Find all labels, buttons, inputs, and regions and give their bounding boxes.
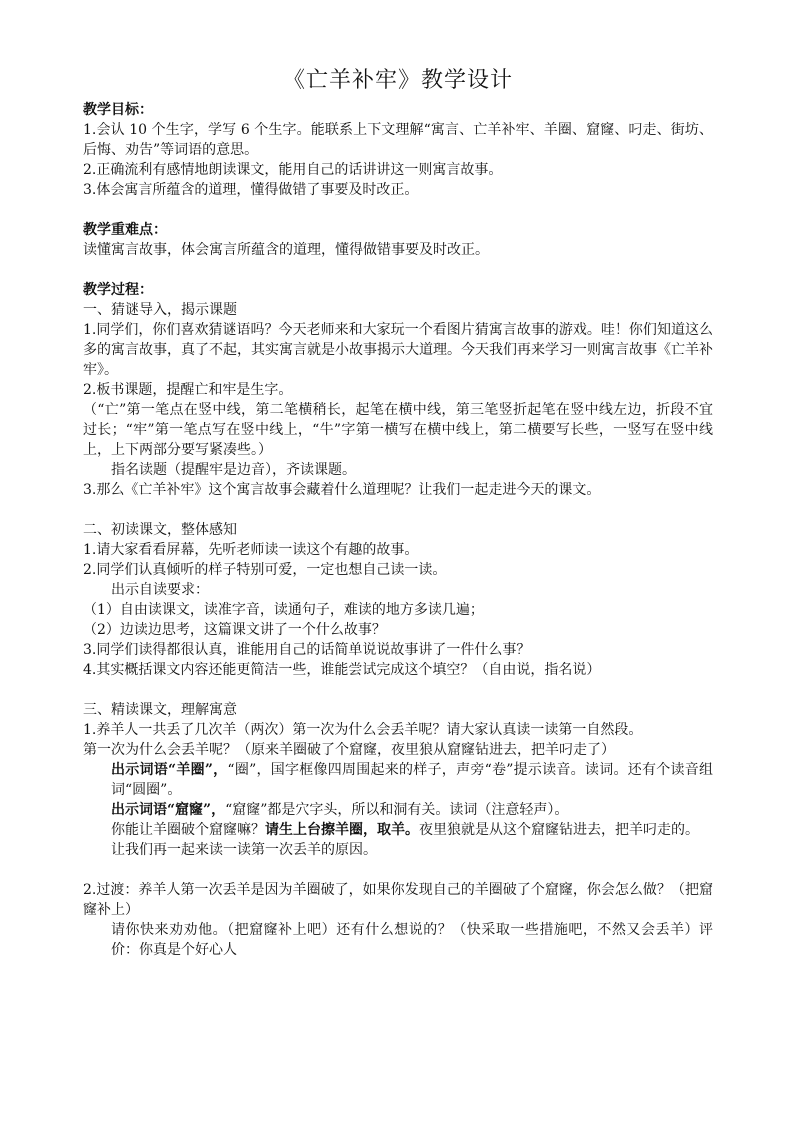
goal-item-3: 3.体会寓言所蕴含的道理，懂得做错了事要及时改正。 — [83, 182, 419, 198]
part3-paragraph-2: 第一次为什么会丢羊呢？（原来羊圈破了个窟窿，夜里狼从窟窿钻进去，把羊叼走了） — [83, 742, 615, 758]
part3-paragraph-3 — [83, 760, 713, 800]
part2-paragraph-1: 1.请大家看看屏幕，先听老师读一读这个有趣的故事。 — [83, 542, 419, 558]
spacer — [83, 260, 713, 280]
spacer — [83, 200, 713, 220]
word-kulong-label: 出示词语“窟窿”， — [111, 802, 226, 818]
part1-paragraph-4: 指名读题（提醒牢是边音），齐读课题。 — [111, 462, 356, 478]
activity-instruction: 请生上台擦羊圈，取羊。 — [265, 822, 419, 838]
part2-heading: 二、初读课文，整体感知 — [83, 522, 237, 538]
part3-paragraph-4 — [83, 800, 713, 820]
part2-paragraph-2: 2.同学们认真倾听的样子特别可爱，一定也想自己读一读。 — [83, 562, 447, 578]
part3-paragraph-7: 2.过渡：养羊人第一次丢羊是因为羊圈破了，如果你发现自己的羊圈破了个窟窿，你会怎么做？（把窟窿补上） — [83, 882, 713, 918]
explanation-text: 夜里狼就是从这个窟窿钻进去，把羊叼走的。 — [419, 822, 699, 838]
part3-paragraph-5 — [83, 820, 713, 840]
part3-paragraph-6: 让我们再一起来读一读第一次丢羊的原因。 — [111, 842, 377, 858]
question-text: 你能让羊圈破个窟窿嘛？ — [111, 822, 265, 838]
spacer — [83, 860, 713, 880]
part3-heading: 三、精读课文，理解寓意 — [83, 702, 237, 718]
goal-item-1: 1.会认 10 个生字，学写 6 个生字。能联系上下文理解“寓言、亡羊补牢、羊圈、窟窿、叼走、街坊、后悔、劝告”等词语的意思。 — [83, 122, 713, 158]
part2-paragraph-5: （2）边读边思考，这篇课文讲了一个什么故事？ — [83, 622, 386, 638]
spacer — [83, 500, 713, 520]
key-points-text: 读懂寓言故事，体会寓言所蕴含的道理，懂得做错事要及时改正。 — [83, 242, 489, 258]
spacer — [83, 680, 713, 700]
process-heading: 教学过程： — [83, 282, 153, 298]
goals-heading: 教学目标： — [83, 102, 153, 118]
document-title: 《亡羊补牢》教学设计 — [282, 68, 513, 93]
part1-paragraph-3: （“亡”第一笔点在竖中线，第二笔横稍长，起笔在横中线，第三笔竖折起笔在竖中线左边，折段不宜过长；“牢”第一笔点写在竖中线上，“牛”字第一横写在横中线上，第二横要写长些，一竖写在竖中线上，上下两部分要写紧凑些。） — [83, 402, 713, 458]
part1-paragraph-1: 1.同学们，你们喜欢猜谜语吗？今天老师来和大家玩一个看图片猜寓言故事的游戏。哇！你们知道这么多的寓言故事，真了不起，其实寓言就是小故事揭示大道理。今天我们再来学习一则寓言故事《亡羊补牢》。 — [83, 322, 713, 378]
document-page — [83, 66, 713, 960]
part2-paragraph-7: 4.其实概括课文内容还能更简洁一些，谁能尝试完成这个填空？（自由说，指名说） — [83, 662, 601, 678]
part2-paragraph-6: 3.同学们读得都很认真，谁能用自己的话简单说说故事讲了一件什么事？ — [83, 642, 531, 658]
part1-paragraph-5: 3.那么《亡羊补牢》这个寓言故事会藏着什么道理呢？让我们一起走进今天的课文。 — [83, 482, 601, 498]
part2-paragraph-4: （1）自由读课文，读准字音，读通句子，难读的地方多读几遍； — [83, 602, 484, 618]
goal-item-2: 2.正确流利有感情地朗读课文，能用自己的话讲讲这一则寓言故事。 — [83, 162, 503, 178]
part3-paragraph-8: 请你快来劝劝他。（把窟窿补上吧）还有什么想说的？（快采取一些措施吧，不然又会丢羊）评价：你真是个好心人 — [111, 922, 713, 958]
key-points-heading: 教学重难点： — [83, 222, 167, 238]
part1-paragraph-2: 2.板书课题，提醒亡和牢是生字。 — [83, 382, 293, 398]
part3-paragraph-1: 1.养羊人一共丢了几次羊（两次）第一次为什么会丢羊呢？请大家认真读一读第一自然段。 — [83, 722, 643, 738]
word-kulong-explanation: “窟窿”都是穴字头，所以和洞有关。读词（注意轻声）。 — [225, 802, 569, 818]
word-yangjuan-explanation: “圈”，国字框像四周围起来的样子，声旁“卷”提示读音。读词。还有个读音组词“圆圈”。 — [111, 762, 713, 798]
part2-paragraph-3: 出示自读要求： — [111, 582, 209, 598]
word-yangjuan-label: 出示词语“羊圈”， — [111, 762, 228, 778]
part1-heading: 一、猜谜导入，揭示课题 — [83, 302, 237, 318]
